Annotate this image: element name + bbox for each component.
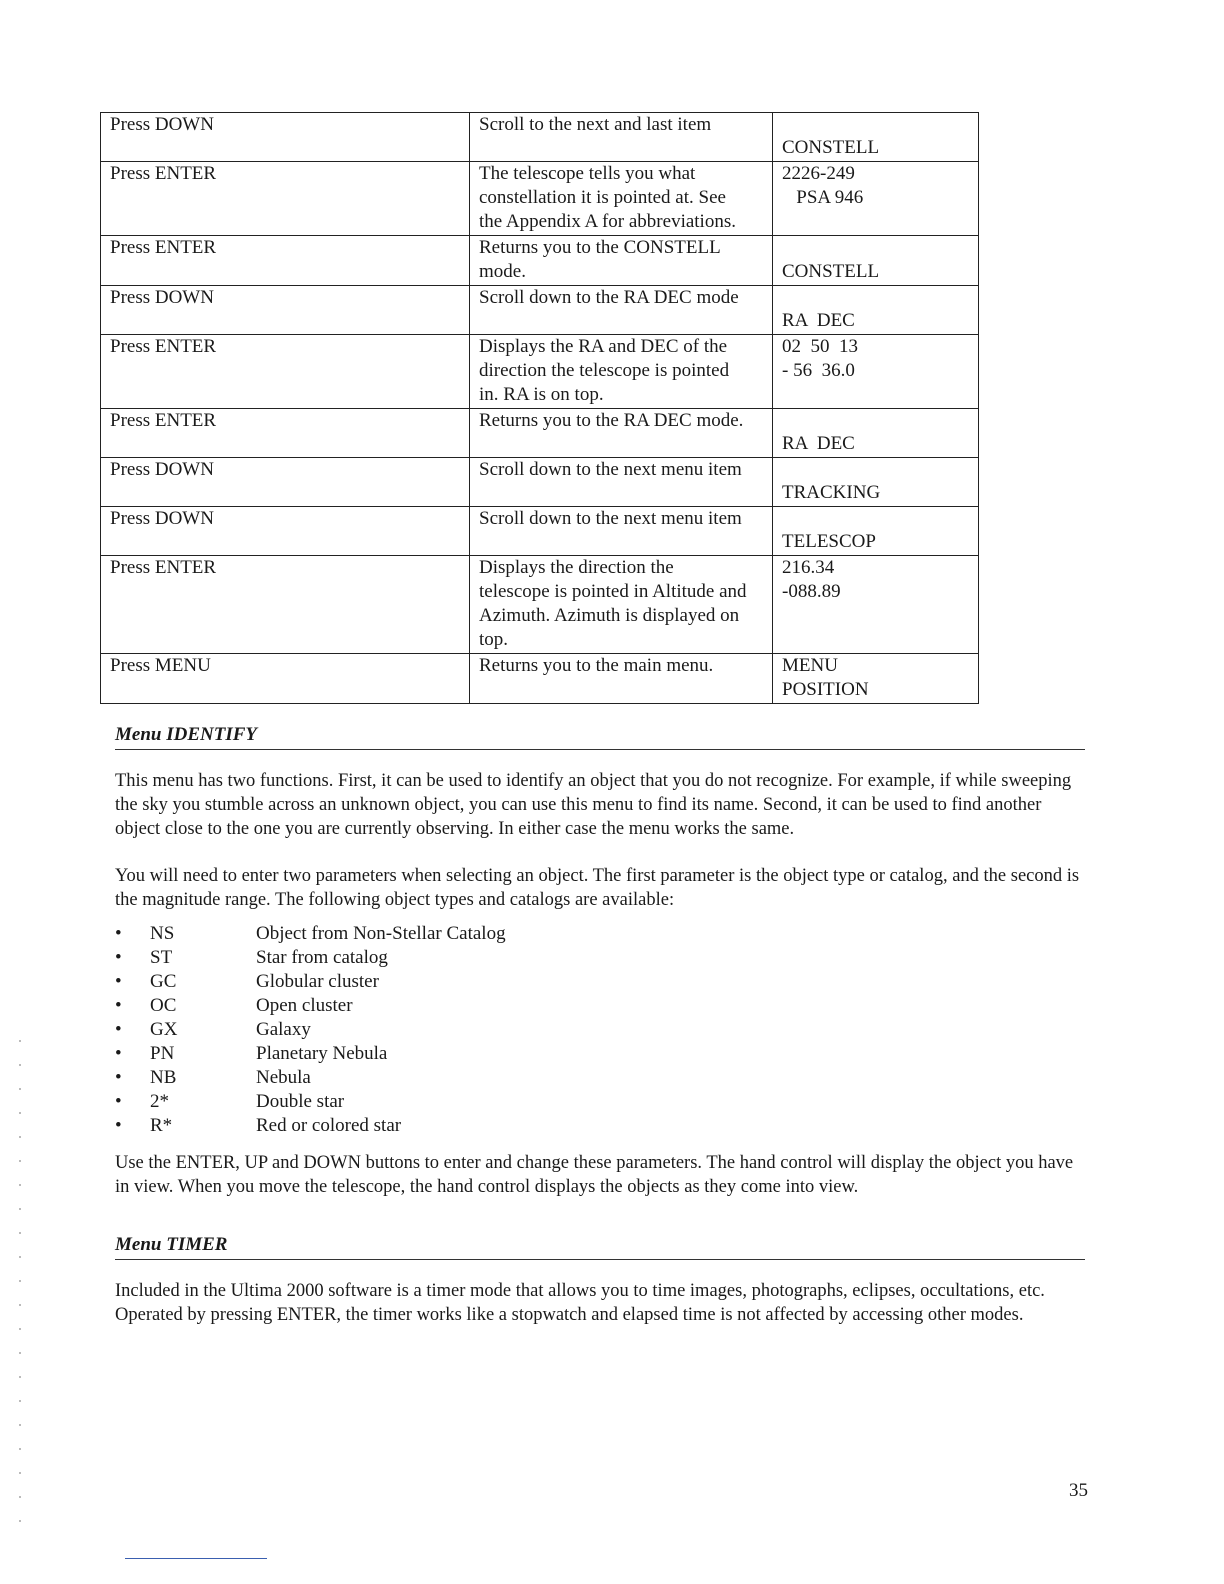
list-item xyxy=(115,922,715,946)
page-number: 35 xyxy=(1069,1480,1088,1501)
list-item xyxy=(115,946,715,970)
object-code: OC xyxy=(150,995,177,1016)
action-text: Press MENU xyxy=(110,655,211,676)
object-description: Galaxy xyxy=(256,1019,311,1040)
display-line: RA DEC xyxy=(782,433,855,454)
table-row xyxy=(101,409,979,458)
action-text: Press ENTER xyxy=(110,163,217,184)
result-cell xyxy=(470,507,773,556)
display-cell xyxy=(773,409,979,458)
result-line: The telescope tells you what xyxy=(479,163,696,184)
action-cell xyxy=(101,236,470,286)
object-code: R* xyxy=(150,1115,173,1136)
result-cell xyxy=(470,654,773,704)
result-cell xyxy=(470,286,773,335)
table-row xyxy=(101,507,979,556)
display-line: RA DEC xyxy=(782,310,855,331)
timer-heading: Menu TIMER xyxy=(115,1234,1085,1260)
object-description: Object from Non-Stellar Catalog xyxy=(256,923,506,944)
object-code: GX xyxy=(150,1019,178,1040)
list-item xyxy=(115,1042,715,1066)
bullet-icon: • xyxy=(115,1091,122,1112)
object-description: Red or colored star xyxy=(256,1115,402,1136)
result-line: Returns you to the RA DEC mode. xyxy=(479,410,744,431)
identify-paragraph-2: You will need to enter two parameters when selecting an object. The first parameter is the object type or catalog, and the second is the magnitude range. The following object types and catalogs are available: xyxy=(115,866,1080,910)
table-row xyxy=(101,236,979,286)
action-cell xyxy=(101,162,470,236)
display-cell xyxy=(773,458,979,507)
result-line: in. RA is on top. xyxy=(479,384,604,405)
action-text: Press DOWN xyxy=(110,508,214,529)
display-cell xyxy=(773,236,979,286)
action-cell xyxy=(101,556,470,654)
object-code: GC xyxy=(150,971,177,992)
display-cell xyxy=(773,556,979,654)
display-line: -088.89 xyxy=(782,581,841,602)
list-item xyxy=(115,994,715,1018)
object-description: Globular cluster xyxy=(256,971,379,992)
bullet-icon: • xyxy=(115,1019,122,1040)
display-line: 02 50 13 xyxy=(782,336,858,357)
action-text: Press ENTER xyxy=(110,410,217,431)
object-code: NS xyxy=(150,923,175,944)
result-line: constellation it is pointed at. See xyxy=(479,187,726,208)
action-cell xyxy=(101,113,470,162)
display-cell xyxy=(773,507,979,556)
action-cell xyxy=(101,458,470,507)
action-cell xyxy=(101,507,470,556)
result-cell xyxy=(470,236,773,286)
result-line: Returns you to the CONSTELL xyxy=(479,237,721,258)
result-line: telescope is pointed in Altitude and xyxy=(479,581,747,602)
table-row xyxy=(101,654,979,704)
result-line: Scroll down to the next menu item xyxy=(479,508,742,529)
list-item xyxy=(115,1018,715,1042)
display-line: POSITION xyxy=(782,679,869,700)
result-line: Scroll to the next and last item xyxy=(479,114,712,135)
display-line: - 56 36.0 xyxy=(782,360,855,381)
list-item xyxy=(115,1114,715,1138)
object-code: ST xyxy=(150,947,173,968)
bullet-icon: • xyxy=(115,971,122,992)
instruction-table xyxy=(100,112,979,704)
action-text: Press ENTER xyxy=(110,237,217,258)
display-line: MENU xyxy=(782,655,838,676)
list-item xyxy=(115,1090,715,1114)
table-row xyxy=(101,556,979,654)
result-line: Scroll down to the RA DEC mode xyxy=(479,287,739,308)
table-row xyxy=(101,162,979,236)
instruction-table-body xyxy=(101,113,979,704)
action-cell xyxy=(101,654,470,704)
result-line: Displays the RA and DEC of the xyxy=(479,336,728,357)
display-line: CONSTELL xyxy=(782,137,880,158)
result-cell xyxy=(470,409,773,458)
object-code: PN xyxy=(150,1043,175,1064)
bullet-icon: • xyxy=(115,1043,122,1064)
bullet-icon: • xyxy=(115,1115,122,1136)
display-cell xyxy=(773,162,979,236)
result-line: top. xyxy=(479,629,509,650)
result-line: mode. xyxy=(479,261,526,282)
timer-paragraph: Included in the Ultima 2000 software is a timer mode that allows you to time images, photographs, eclipses, occultations, etc. Operated by pressing ENTER, the timer works like a stopwatch and elapsed time is not affected by accessing other modes. xyxy=(115,1281,1045,1325)
result-line: Displays the direction the xyxy=(479,557,674,578)
result-cell xyxy=(470,335,773,409)
action-text: Press DOWN xyxy=(110,287,214,308)
footer-rule xyxy=(125,1558,267,1559)
result-cell xyxy=(470,162,773,236)
action-text: Press DOWN xyxy=(110,459,214,480)
list-item xyxy=(115,1066,715,1090)
object-description: Planetary Nebula xyxy=(256,1043,388,1064)
identify-heading: Menu IDENTIFY xyxy=(115,724,1085,750)
display-line: CONSTELL xyxy=(782,261,880,282)
bullet-icon: • xyxy=(115,947,122,968)
display-line: 2226-249 xyxy=(782,163,855,184)
object-description: Star from catalog xyxy=(256,947,388,968)
result-line: the Appendix A for abbreviations. xyxy=(479,211,736,232)
result-cell xyxy=(470,113,773,162)
result-line: Returns you to the main menu. xyxy=(479,655,714,676)
object-type-list xyxy=(115,922,715,1138)
object-code: NB xyxy=(150,1067,177,1088)
object-description: Nebula xyxy=(256,1067,311,1088)
table-row xyxy=(101,335,979,409)
result-cell xyxy=(470,458,773,507)
display-line: PSA 946 xyxy=(782,187,864,208)
result-line: direction the telescope is pointed xyxy=(479,360,730,381)
object-description: Double star xyxy=(256,1091,345,1112)
result-line: Scroll down to the next menu item xyxy=(479,459,742,480)
object-description: Open cluster xyxy=(256,995,353,1016)
action-cell xyxy=(101,409,470,458)
display-cell xyxy=(773,113,979,162)
display-line: 216.34 xyxy=(782,557,835,578)
action-cell xyxy=(101,335,470,409)
object-code: 2* xyxy=(150,1091,169,1112)
bullet-icon: • xyxy=(115,995,122,1016)
action-text: Press ENTER xyxy=(110,336,217,357)
identify-paragraph-3: Use the ENTER, UP and DOWN buttons to enter and change these parameters. The hand control will display the object you have in view. When you move the telescope, the hand control displays the objects as they come into view. xyxy=(115,1153,1074,1197)
identify-paragraph-1: This menu has two functions. First, it can be used to identify an object that you do not recognize. For example, if while sweeping the sky you stumble across an unknown object, you can use this menu to find its name. Second, it can be used to find another object close to the one you are currently observing. In either case the menu works the same. xyxy=(115,771,1072,839)
list-item xyxy=(115,970,715,994)
result-line: Azimuth. Azimuth is displayed on xyxy=(479,605,740,626)
table-row xyxy=(101,286,979,335)
bullet-icon: • xyxy=(115,1067,122,1088)
table-row xyxy=(101,458,979,507)
action-cell xyxy=(101,286,470,335)
action-text: Press DOWN xyxy=(110,114,214,135)
result-cell xyxy=(470,556,773,654)
display-cell xyxy=(773,335,979,409)
scan-margin-marks xyxy=(19,1040,21,1540)
table-row xyxy=(101,113,979,162)
display-line: TRACKING xyxy=(782,482,881,503)
display-cell xyxy=(773,654,979,704)
bullet-icon: • xyxy=(115,923,122,944)
action-text: Press ENTER xyxy=(110,557,217,578)
display-line: TELESCOP xyxy=(782,531,876,552)
display-cell xyxy=(773,286,979,335)
